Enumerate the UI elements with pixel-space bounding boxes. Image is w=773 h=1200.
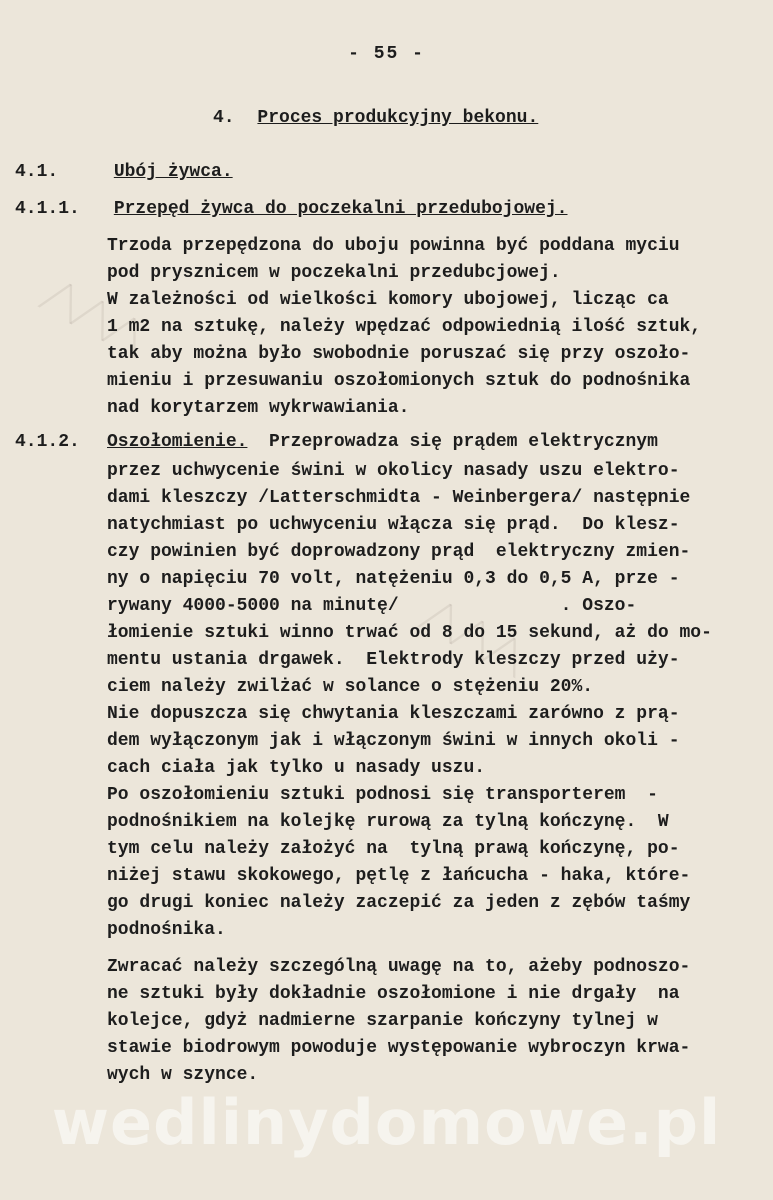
section-4-1-1-body <box>107 233 747 422</box>
text-line: ciem należy zwilżać w solance o stężeniu 20%. <box>107 677 594 697</box>
text-line: Po oszołomieniu sztuki podnosi się transporterem - <box>107 785 658 805</box>
section-heading-4-1-1 <box>15 199 568 219</box>
page-number: - 55 - <box>348 44 425 64</box>
section-title: Przepęd żywca do poczekalni przedubojowej. <box>113 199 568 219</box>
text-line: rywany 4000-5000 na minutę/ . Oszo- <box>107 596 637 616</box>
text-line: dem wyłączonym jak i włączonym świni w innych okoli - <box>107 731 680 751</box>
text-line: dami kleszczy /Latterschmidta - Weinbergera/ następnie <box>107 488 691 508</box>
section-heading-4-1 <box>15 162 233 182</box>
text-line: mentu ustania drgawek. Elektrody kleszczy przed uży- <box>107 650 680 670</box>
text-line: łomienie sztuki winno trwać od 8 do 15 sekund, aż do mo- <box>107 623 712 643</box>
text-line: Zwracać należy szczególną uwagę na to, ażeby podnoszo- <box>107 957 691 977</box>
text-line: podnośnika. <box>107 920 226 940</box>
chapter-title-text: Proces produkcyjny bekonu. <box>257 108 539 128</box>
text-line: W zależności od wielkości komory ubojowej, licząc ca <box>107 290 669 310</box>
text-line: czy powinien być doprowadzony prąd elektryczny zmien- <box>107 542 691 562</box>
section-number: 4.1. <box>15 162 59 182</box>
section-number: 4.1.2. <box>15 432 80 452</box>
text-line: podnośnikiem na kolejkę rurową za tylną kończynę. W <box>107 812 669 832</box>
section-heading-4-1-2 <box>15 432 658 452</box>
text-line: 1 m2 na sztukę, należy wpędzać odpowiednią ilość sztuk, <box>107 317 702 337</box>
text-line: natychmiast po uchwyceniu włącza się prąd. Do klesz- <box>107 515 680 535</box>
text-line: Trzoda przepędzona do uboju powinna być poddana myciu <box>107 236 680 256</box>
text-line: ne sztuki były dokładnie oszołomione i nie drgały na <box>107 984 680 1004</box>
text-line: przez uchwycenie świni w okolicy nasady uszu elektro- <box>107 461 680 481</box>
watermark: wedlinydomowe.pl <box>51 1086 722 1159</box>
text-line: cach ciała jak tylko u nasady uszu. <box>107 758 486 778</box>
text-line: tak aby można było swobodnie poruszać się przy oszoło- <box>107 344 691 364</box>
chapter-number: 4. <box>213 108 235 128</box>
text-line: wych w szynce. <box>107 1065 259 1085</box>
text-line: Nie dopuszcza się chwytania kleszczami zarówno z prą- <box>107 704 680 724</box>
text-line: tym celu należy założyć na tylną prawą kończynę, po- <box>107 839 680 859</box>
section-title: Ubój żywca. <box>113 162 233 182</box>
section-4-1-2-paragraph-2 <box>107 954 747 1089</box>
text-line: ny o napięciu 70 volt, natężeniu 0,3 do 0,5 A, prze - <box>107 569 680 589</box>
section-title: Oszołomienie. <box>107 432 248 452</box>
text-line: kolejce, gdyż nadmierne szarpanie kończyny tylnej w <box>107 1011 658 1031</box>
background-stamp-mark: ╱╲╱╲╱╲ <box>38 276 151 359</box>
text-line: nad korytarzem wykrwawiania. <box>107 398 410 418</box>
text-line: go drugi koniec należy zaczepić za jeden z zębów taśmy <box>107 893 691 913</box>
chapter-title <box>213 108 538 128</box>
section-first-line-text: Przeprowadza się prądem elektrycznym <box>269 432 658 452</box>
section-number: 4.1.1. <box>15 199 80 219</box>
text-line: mieniu i przesuwaniu oszołomionych sztuk do podnośnika <box>107 371 691 391</box>
text-line: stawie biodrowym powoduje występowanie wybroczyn krwa- <box>107 1038 691 1058</box>
section-4-1-2-body <box>107 458 747 944</box>
text-line: pod prysznicem w poczekalni przedubcjowej. <box>107 263 561 283</box>
background-stamp-mark: ╱╲╱╲╱╲ <box>418 596 531 679</box>
text-line: niżej stawu skokowego, pętlę z łańcucha - haka, które- <box>107 866 691 886</box>
